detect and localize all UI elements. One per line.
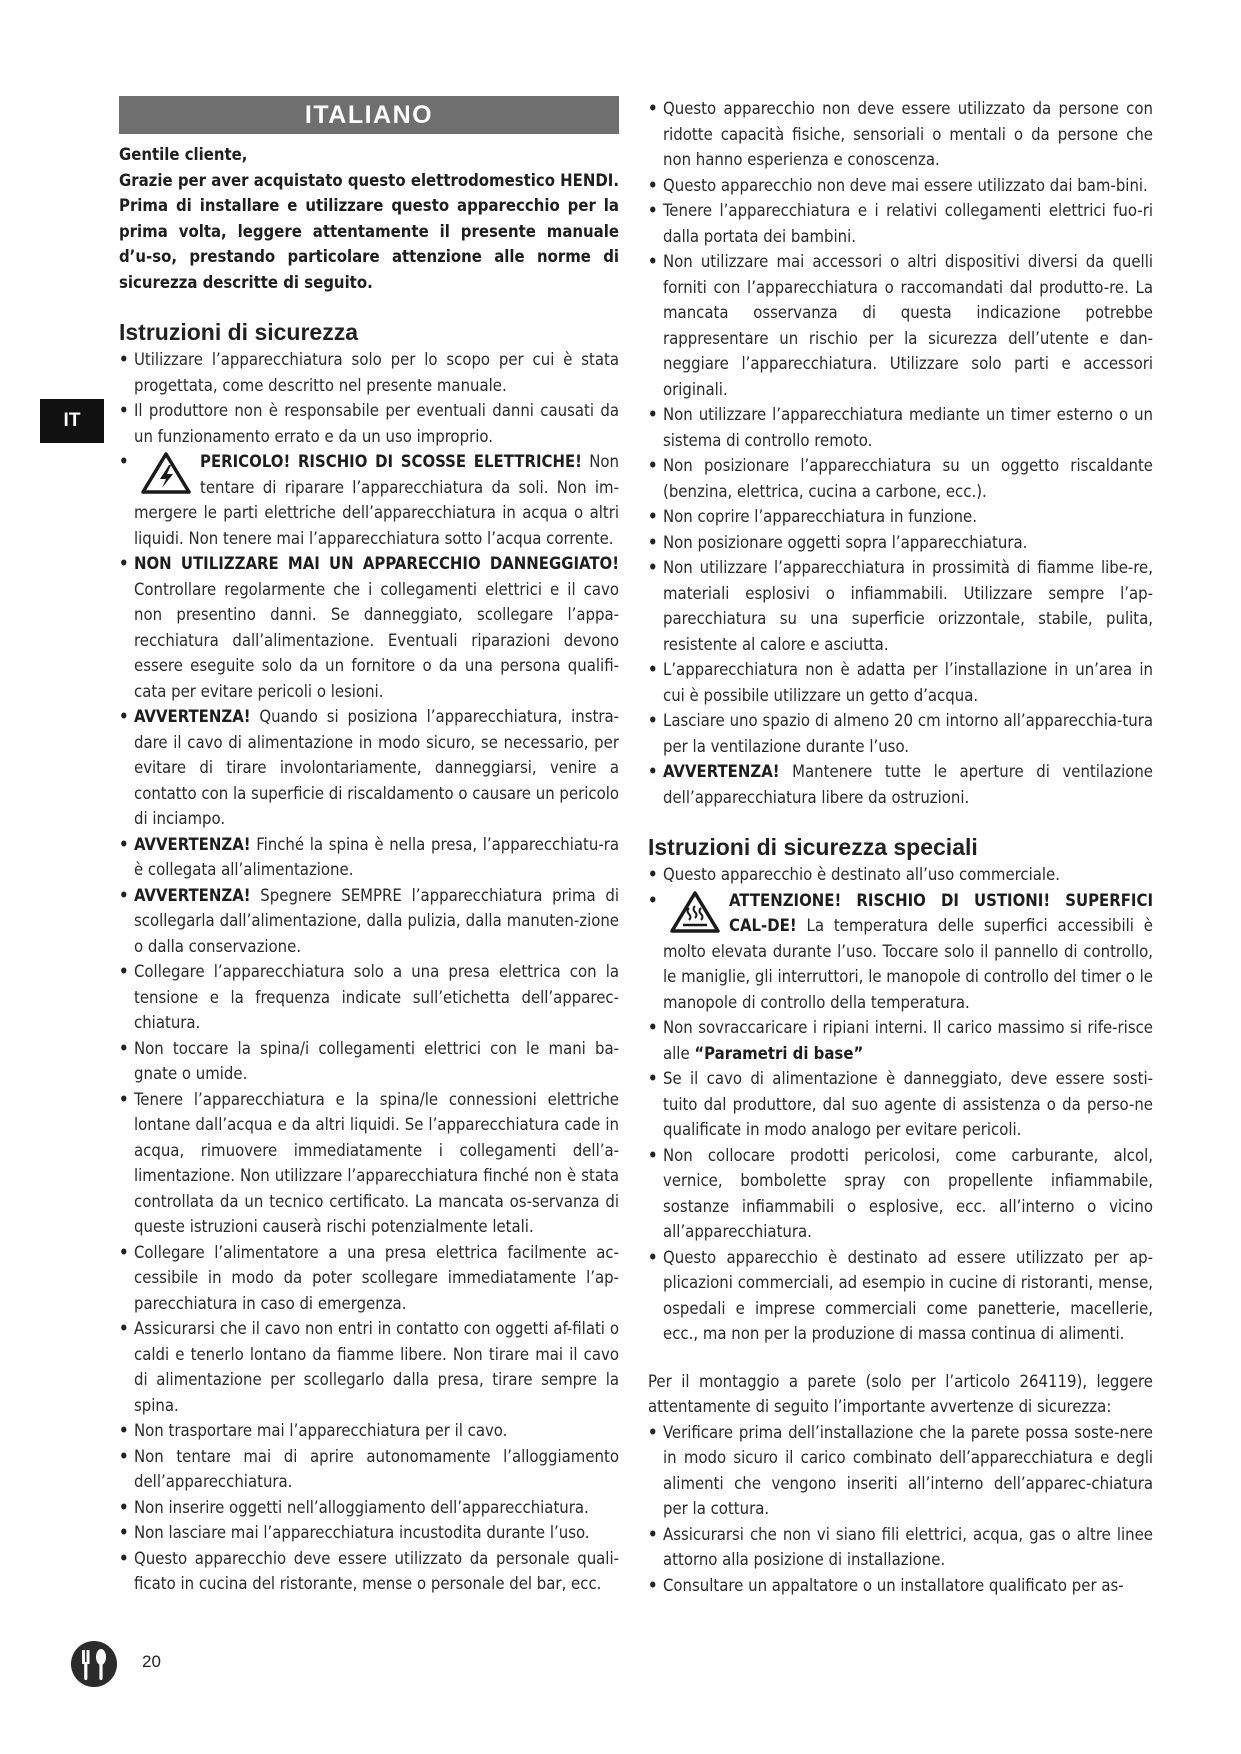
wall-mount-intro: Per il montaggio a parete (solo per l’articolo 264119), leggere attentamente di seguito l’importante avvertenze di sicurezza: xyxy=(648,1371,1153,1416)
overload-text: Non sovraccaricare i ripiani interni. Il carico massimo si rife-risce alle xyxy=(663,1018,1153,1063)
intro-text: Grazie per aver acquistato questo elettrodomestico HENDI. Prima di installare e utilizzare questo apparecchio per la prima volta, leggere attentamente il presente manuale d’u-so, prestando particolare attenzione alle norme di sicurezza descritte di seguito. xyxy=(119,170,619,292)
shock-warning-item xyxy=(119,449,619,551)
list-item-text: Non tentare mai di aprire autonomamente l’alloggiamento dell’apparecchiatura. xyxy=(134,1446,619,1491)
intro xyxy=(119,142,619,295)
safety-list xyxy=(119,347,619,551)
list-item xyxy=(119,1495,619,1521)
list-item-text: Quando si posiziona l’apparecchiatura, instra-dare il cavo di alimentazione in modo sicuro, se necessario, per evitare di tirare involontariamente, danneggiarsi, venire a contatto con la superficie di riscaldamento o causare un pericolo di inciampo. xyxy=(134,707,619,828)
list-item-text: Questo apparecchio non deve mai essere utilizzato dai bam-bini. xyxy=(663,175,1148,195)
list-item-text: Spegnere SEMPRE l’apparecchiatura prima di scollegarla dall’alimentazione, dalla pulizia, dalla manuten-zione o dalla conservazione. xyxy=(134,885,619,956)
list-item-text: Tenere l’apparecchiatura e i relativi collegamenti elettrici fuo-ri dalla portata dei bambini. xyxy=(663,201,1153,246)
list-item xyxy=(648,1143,1153,1245)
list-item xyxy=(648,1066,1153,1143)
list-item xyxy=(648,1573,1153,1599)
list-item-text: Lasciare uno spazio di almeno 20 cm intorno all’apparecchia-tura per la ventilazione durante l’uso. xyxy=(663,711,1153,756)
burn-warning-item xyxy=(648,888,1153,1016)
list-item-text: Non posizionare l’apparecchiatura su un oggetto riscaldante (benzina, elettrica, cucina a carbone, ecc.). xyxy=(663,456,1153,501)
vent-warning-list xyxy=(648,759,1153,810)
right-column xyxy=(648,96,1153,1598)
list-item xyxy=(119,1240,619,1317)
left-column xyxy=(119,96,619,1597)
list-item xyxy=(648,708,1153,759)
list-item-text: Assicurarsi che non vi siano fili elettrici, acqua, gas o altre linee attorno alla posizione di installazione. xyxy=(663,1524,1153,1569)
cutlery-logo-icon xyxy=(70,1640,118,1688)
list-item-text: Non coprire l’apparecchiatura in funzione. xyxy=(663,507,977,526)
list-item xyxy=(119,959,619,1036)
list-item-text: Assicurarsi che il cavo non entri in contatto con oggetti af-filati o caldi e tenerlo lontano da fiamme libere. Non tirare mai il cavo di alimentazione per scollegarlo dalla presa, tirare sempre la spina. xyxy=(134,1319,619,1415)
list-item-text: Non trasportare mai l’apparecchiatura per il cavo. xyxy=(134,1421,508,1440)
list-item xyxy=(648,657,1153,708)
special-safety-heading: Istruzioni di sicurezza speciali xyxy=(648,834,978,860)
section-title: ITALIANO xyxy=(119,96,619,134)
list-item xyxy=(648,198,1153,249)
list-item: • Questo apparecchio è destinato all’uso commerciale. xyxy=(648,862,1153,888)
electric-shock-warning-icon xyxy=(140,451,192,495)
list-item xyxy=(648,173,1153,199)
list-item xyxy=(648,555,1153,657)
shock-warning-head: PERICOLO! RISCHIO DI SCOSSE ELETTRICHE! xyxy=(200,452,582,471)
list-item xyxy=(119,832,619,883)
vent-warning-item xyxy=(648,759,1153,810)
list-item-text: Questo apparecchio deve essere utilizzato da personale quali-ficato in cucina del ristorante, mense o personale del bar, ecc. xyxy=(134,1548,619,1593)
hot-surface-warning-icon xyxy=(669,890,721,934)
shock-warning-text: Non tentare di riparare l’apparecchiatura da soli. Non im-mergere le parti elettriche dell’apparecchiatura in acqua o altri liquidi. Non tenere mai l’apparecchiatura sotto l’acqua corrente. xyxy=(134,452,619,548)
list-item xyxy=(119,1520,619,1546)
list-item xyxy=(648,504,1153,530)
list-item xyxy=(119,704,619,832)
list-item-text: Finché la spina è nella presa, l’apparecchiatu-ra è collegata all’alimentazione. xyxy=(134,834,619,879)
wall-mount-list xyxy=(648,1420,1153,1599)
list-item xyxy=(648,1245,1153,1347)
list-item-text: Non utilizzare l’apparecchiatura in prossimità di fiamme libe-re, materiali esplosivi o infiammabili. Utilizzare sempre l’ap-parecchiatura su una superficie orizzontale, stabile, pulita, resistente al calore e asciutta. xyxy=(663,558,1153,654)
list-item-bold: NON UTILIZZARE MAI UN APPARECCHIO DANNEGGIATO! xyxy=(134,554,619,573)
list-item xyxy=(648,402,1153,453)
list-item-text: Non utilizzare mai accessori o altri dispositivi diversi da quelli forniti con l’apparecchiatura o raccomandati dal produtto-re. La mancata osservanza di questa indicazione potrebbe rappresentare un rischio per la sicurezza dell’utente e dan-neggiare l’apparecchiatura. Utilizzare solo parti e accessori originali. xyxy=(663,252,1153,399)
page-number: 20 xyxy=(142,1652,161,1671)
list-item-text: Non posizionare oggetti sopra l’apparecchiatura. xyxy=(663,532,1028,552)
list-item-text: Collegare l’alimentatore a una presa elettrica facilmente ac-cessibile in modo da poter scollegare immediatamente l’ap-parecchiatura in caso di emergenza. xyxy=(134,1242,619,1313)
overload-item xyxy=(648,1015,1153,1066)
list-item xyxy=(648,530,1153,556)
list-item-bold: AVVERTENZA! xyxy=(134,834,251,854)
list-item xyxy=(648,249,1153,402)
language-tab: IT xyxy=(40,399,104,443)
special-safety-list-continued xyxy=(648,1066,1153,1347)
vent-warning-head: AVVERTENZA! xyxy=(663,762,780,781)
burn-warning-head: ATTENZIONE! RISCHIO DI USTIONI! SUPERFICI CAL-DE! xyxy=(729,890,1153,935)
list-item xyxy=(648,1420,1153,1522)
burn-warning-text: La temperatura delle superfici accessibili è molto elevata durante l’uso. Toccare solo il pannello di controllo, le maniglie, gli interruttori, le manopole di controllo del timer o le manopole di controllo della temperatura. xyxy=(663,916,1153,1012)
list-item xyxy=(119,551,619,704)
list-item xyxy=(119,1316,619,1418)
list-item xyxy=(648,1522,1153,1573)
list-item-text: Controllare regolarmente che i collegamenti elettrici e il cavo non presentino danni. Se danneggiato, scollegare l’appa-recchiatura dall’alimentazione. Eventuali riparazioni devono essere eseguite solo da un fornitore o da una persona qualifi-cata per evitare pericoli o lesioni. xyxy=(134,579,619,701)
list-item-text: Non collocare prodotti pericolosi, come carburante, alcol, vernice, bombolette spray con propellente infiammabile, sostanze infiammabili o esplosive, ecc. all’interno o vicino all’apparecchiatura. xyxy=(663,1145,1153,1241)
list-item-text: Non utilizzare l’apparecchiatura mediante un timer esterno o un sistema di controllo remoto. xyxy=(663,405,1153,450)
overload-ref: “Parametri di base” xyxy=(694,1043,864,1063)
safety-heading: Istruzioni di sicurezza xyxy=(119,319,358,345)
list-item-text: Non toccare la spina/i collegamenti elettrici con le mani ba-gnate o umide. xyxy=(134,1038,619,1083)
list-item-text: Questo apparecchio non deve essere utilizzato da persone con ridotte capacità fisiche, sensoriali o mentali o da persone che non hanno esperienza e conoscenza. xyxy=(663,99,1153,169)
list-item-bold: AVVERTENZA! xyxy=(134,885,251,905)
list-item-text: Tenere l’apparecchiatura e la spina/le connessioni elettriche lontane dall’acqua e da altri liquidi. Se l’apparecchiatura cade in acqua, rimuovere immediatamente i collegamenti dell’a-limentazione. Non utilizzare l’apparecchiatura finché non è stata controllata da un tecnico certificato. La mancata os-servanza di queste istruzioni causerà rischi potenzialmente letali. xyxy=(134,1089,619,1236)
list-item xyxy=(648,453,1153,504)
list-item xyxy=(119,883,619,960)
list-item: • Utilizzare l’apparecchiatura solo per lo scopo per cui è stata progettata, come descritto nel presente manuale. xyxy=(119,347,619,398)
list-item xyxy=(648,96,1153,173)
list-item-text: Questo apparecchio è destinato ad essere utilizzato per ap-plicazioni commerciali, ad esempio in cucine di ristoranti, mense, ospedali e imprese commerciali come panetterie, macellerie, ecc., ma non per la produzione di massa continua di alimenti. xyxy=(663,1247,1153,1343)
list-item: • Il produttore non è responsabile per eventuali danni causati da un funzionamento errato e da un uso improprio. xyxy=(119,398,619,449)
list-item-text: Consultare un appaltatore o un installatore qualificato per as- xyxy=(663,1575,1124,1595)
list-item-text: Verificare prima dell’installazione che la parete possa soste-nere in modo sicuro il carico combinato dell’apparecchiatura e degli alimenti che vengono inseriti all’interno dell’apparec-chiatura per la cottura. xyxy=(663,1422,1153,1518)
safety-list-continued xyxy=(119,551,619,1597)
list-item-text: Se il cavo di alimentazione è danneggiato, deve essere sosti-tuito dal produttore, dal suo agente di assistenza o da perso-ne qualificate in modo analogo per evitare pericoli. xyxy=(663,1069,1153,1139)
list-item xyxy=(119,1087,619,1240)
list-item-text: Non lasciare mai l’apparecchiatura incustodita durante l’uso. xyxy=(134,1523,590,1542)
vent-warning-text: Mantenere tutte le aperture di ventilazione dell’apparecchiatura libere da ostruzioni. xyxy=(663,762,1153,807)
safety-list-right xyxy=(648,96,1153,759)
list-item-text: Collegare l’apparecchiatura solo a una presa elettrica con la tensione e la frequenza indicate sull’etichetta dell’apparec-chiatura. xyxy=(134,962,619,1032)
greeting: Gentile cliente, xyxy=(119,145,248,164)
list-item xyxy=(119,1418,619,1444)
list-item xyxy=(119,1546,619,1597)
list-item-text: L’apparecchiatura non è adatta per l’installazione in un’area in cui è possibile utilizzare un getto d’acqua. xyxy=(663,660,1153,705)
list-item xyxy=(119,1444,619,1495)
list-item xyxy=(119,1036,619,1087)
list-item-text: Non inserire oggetti nell’alloggiamento dell’apparecchiatura. xyxy=(134,1497,589,1517)
list-item-bold: AVVERTENZA! xyxy=(134,707,251,726)
special-safety-list xyxy=(648,862,1153,1066)
